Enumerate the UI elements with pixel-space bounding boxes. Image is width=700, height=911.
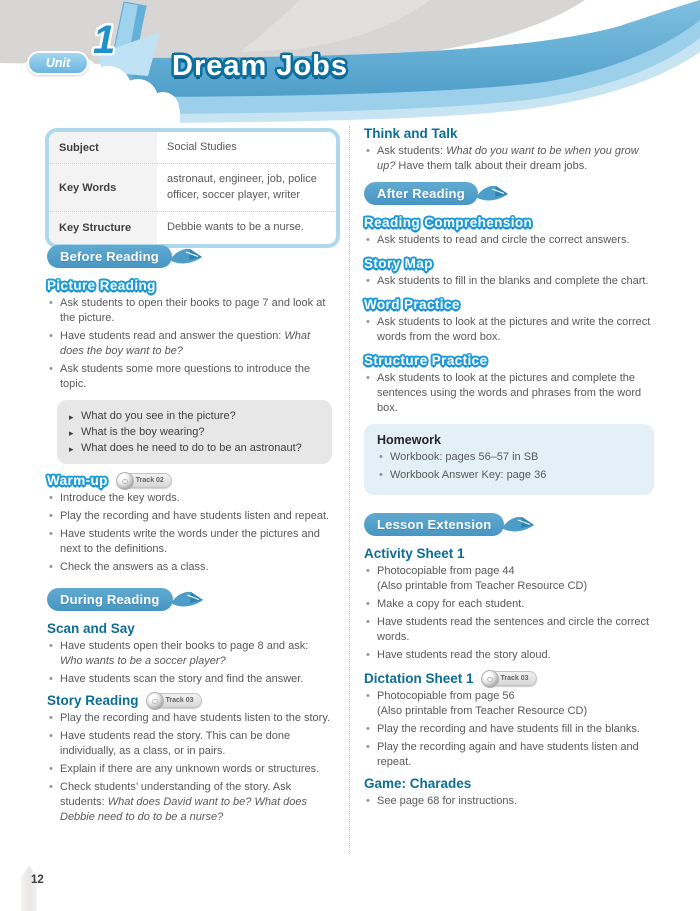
- bullet-text: Ask students to open their books to page 7 and look at the picture.: [60, 297, 326, 324]
- list-item: [364, 722, 654, 737]
- section-badge: Before Reading: [47, 245, 172, 268]
- bullet-text-italic: What does the boy want to be?: [60, 330, 311, 357]
- subheading-word-practice: Word Practice: [364, 297, 460, 312]
- bullet-text: Ask students to read and circle the correct answers.: [377, 234, 630, 246]
- page-header: [0, 0, 700, 125]
- heading-label: Dictation Sheet 1: [364, 671, 474, 686]
- bullet-text: Ask students to fill in the blanks and complete the chart.: [377, 275, 649, 287]
- dictation-sheet-list: [364, 689, 654, 770]
- unit-label: Unit: [45, 56, 71, 70]
- subheading-structure-practice: Structure Practice: [364, 353, 488, 368]
- homework-list: [377, 450, 641, 483]
- list-item: [47, 560, 332, 575]
- story-reading-list: [47, 711, 332, 825]
- table-row: [49, 164, 336, 212]
- bullet-text: Have them talk about their dream jobs.: [395, 160, 588, 172]
- warm-up-label: Warm-up: [47, 473, 108, 488]
- section-after-reading: [364, 182, 654, 205]
- bullet-text: Photocopiable from page 44: [377, 565, 515, 577]
- bullet-text: Ask students some more questions to introduce the topic.: [60, 363, 311, 390]
- paper-plane-icon: [170, 589, 204, 611]
- unit-number: 1: [93, 18, 116, 62]
- subheading-reading-comprehension: Reading Comprehension: [364, 215, 533, 230]
- bullet-text: Have students read the story. This can be done individually, as a class, or in pairs.: [60, 730, 291, 757]
- list-item: [364, 233, 654, 248]
- column-divider: [349, 126, 350, 854]
- section-badge: During Reading: [47, 588, 173, 611]
- row-label: Key Structure: [49, 212, 157, 244]
- section-during-reading: [47, 588, 332, 611]
- bullet-text: Play the recording and have students listen to the story.: [60, 712, 331, 724]
- section-lesson-extension: [364, 513, 654, 536]
- list-item: [47, 491, 332, 506]
- list-item: [364, 648, 654, 663]
- bullet-text: Ask students to look at the pictures and write the correct words from the word box.: [377, 316, 651, 343]
- pencil-decoration: [21, 866, 37, 911]
- right-column: [364, 126, 654, 817]
- game-list: [364, 794, 654, 809]
- list-item: [364, 689, 654, 719]
- bullet-text: Introduce the key words.: [60, 492, 180, 504]
- bullet-subline: (Also printable from Teacher Resource CD): [377, 580, 588, 592]
- question-item: ▸ What do you see in the picture?: [69, 408, 320, 424]
- list-item: [364, 315, 654, 345]
- list-item: [47, 729, 332, 759]
- paper-plane-icon: [501, 514, 535, 536]
- bullet-text: Have students scan the story and find the answer.: [60, 673, 304, 685]
- list-item: [47, 296, 332, 326]
- scan-and-say-list: [47, 639, 332, 687]
- subheading-dictation-sheet-1: [364, 671, 654, 686]
- audio-track-badge: [148, 693, 202, 708]
- section-before-reading: [47, 245, 332, 268]
- cd-icon: [116, 472, 134, 490]
- subheading-think-and-talk: [364, 126, 654, 141]
- page-title: Dream Jobs: [172, 50, 349, 82]
- bullet-text-italic: What do you want to be when you grow up?: [377, 145, 639, 172]
- heading-label: Story Reading: [47, 693, 139, 708]
- list-item: [364, 597, 654, 612]
- section-badge: After Reading: [364, 182, 478, 205]
- cd-icon: [146, 692, 164, 710]
- row-value: astronaut, engineer, job, police officer, soccer player, writer: [157, 164, 336, 212]
- subheading-story-reading: [47, 693, 332, 708]
- list-item: [47, 362, 332, 392]
- page-number: 12: [31, 874, 44, 886]
- track-label: Track 02: [135, 477, 164, 484]
- bullet-text: Have students write the words under the pictures and next to the definitions.: [60, 528, 320, 555]
- question-item: ▸ What does he need to do to be an astronaut?: [69, 440, 320, 456]
- table-row: [49, 132, 336, 164]
- row-value: Debbie wants to be a nurse.: [157, 212, 336, 244]
- bullet-text: Play the recording and have students fill in the blanks.: [377, 723, 640, 735]
- list-item: [47, 639, 332, 669]
- list-item: [364, 794, 654, 809]
- bullet-text: Make a copy for each student.: [377, 598, 525, 610]
- heading-label: Scan and Say: [47, 621, 135, 636]
- row-value: Social Studies: [167, 141, 237, 153]
- list-item: [47, 780, 332, 825]
- audio-track-badge: [118, 473, 172, 488]
- think-and-talk-list: [364, 144, 654, 174]
- paper-plane-icon: [169, 246, 203, 268]
- list-item: [47, 329, 332, 359]
- homework-title: Homework: [377, 433, 441, 447]
- heading-label: Game: Charades: [364, 776, 472, 791]
- bullet-text-italic: What does David want to be? What does Debbie need to do to be a nurse?: [60, 796, 308, 823]
- bullet-text: Play the recording again and have students listen and repeat.: [377, 741, 639, 768]
- bullet-text: Have students read and answer the question:: [60, 330, 285, 342]
- subheading-picture-reading: Picture Reading: [47, 278, 156, 293]
- structure-practice-list: [364, 371, 654, 416]
- unit-info-table: [45, 128, 340, 248]
- bullet-text: Ask students to look at the pictures and complete the sentences using the words and phrases from the word box.: [377, 372, 642, 414]
- list-item: [364, 371, 654, 416]
- list-item: [47, 762, 332, 777]
- bullet-text: Workbook Answer Key: page 36: [390, 469, 547, 481]
- list-item: [47, 527, 332, 557]
- bullet-text: Have students read the story aloud.: [377, 649, 551, 661]
- bullet-text: Workbook: pages 56–57 in SB: [390, 451, 539, 463]
- list-item: [377, 450, 641, 465]
- subheading-game-charades: [364, 776, 654, 791]
- homework-box: [364, 424, 654, 495]
- bullet-text: Check the answers as a class.: [60, 561, 209, 573]
- reading-comprehension-list: [364, 233, 654, 248]
- picture-reading-list: [47, 296, 332, 392]
- bullet-text: Check students’ understanding of the story. Ask students:: [60, 781, 292, 808]
- row-label: Key Words: [49, 164, 157, 212]
- list-item: [47, 509, 332, 524]
- bullet-text: Photocopiable from page 56: [377, 690, 515, 702]
- list-item: [364, 740, 654, 770]
- subheading-activity-sheet-1: [364, 546, 654, 561]
- bullet-text-italic: Who wants to be a soccer player?: [60, 655, 226, 667]
- story-map-list: [364, 274, 654, 289]
- warm-up-list: [47, 491, 332, 575]
- list-item: [364, 144, 654, 174]
- questions-box: [57, 400, 332, 464]
- question-item: ▸ What is the boy wearing?: [69, 424, 320, 440]
- bullet-text: Have students open their books to page 8 and ask:: [60, 640, 309, 652]
- track-label: Track 03: [500, 675, 529, 682]
- list-item: [364, 615, 654, 645]
- paper-plane-icon: [475, 183, 509, 205]
- list-item: [364, 564, 654, 594]
- list-item: [47, 711, 332, 726]
- audio-track-badge: [483, 671, 537, 686]
- bullet-text: Ask students:: [377, 145, 447, 157]
- subheading-warm-up: [47, 473, 332, 488]
- bullet-subline: (Also printable from Teacher Resource CD): [377, 705, 588, 717]
- list-item: [364, 274, 654, 289]
- activity-sheet-list: [364, 564, 654, 663]
- subheading-story-map: Story Map: [364, 256, 433, 271]
- list-item: [377, 468, 641, 483]
- word-practice-list: [364, 315, 654, 345]
- unit-label-pill: [27, 51, 89, 75]
- table-row: [49, 212, 336, 244]
- left-column: [47, 245, 332, 833]
- subheading-scan-and-say: [47, 621, 332, 636]
- bullet-text: Have students read the sentences and circle the correct words.: [377, 616, 650, 643]
- heading-label: Activity Sheet 1: [364, 546, 465, 561]
- bullet-text: Explain if there are any unknown words or structures.: [60, 763, 320, 775]
- heading-label: Think and Talk: [364, 126, 458, 141]
- bullet-text: See page 68 for instructions.: [377, 795, 518, 807]
- track-label: Track 03: [165, 697, 194, 704]
- list-item: [47, 672, 332, 687]
- bullet-text: Play the recording and have students listen and repeat.: [60, 510, 330, 522]
- cd-icon: [481, 670, 499, 688]
- row-label: Subject: [49, 132, 157, 164]
- section-badge: Lesson Extension: [364, 513, 504, 536]
